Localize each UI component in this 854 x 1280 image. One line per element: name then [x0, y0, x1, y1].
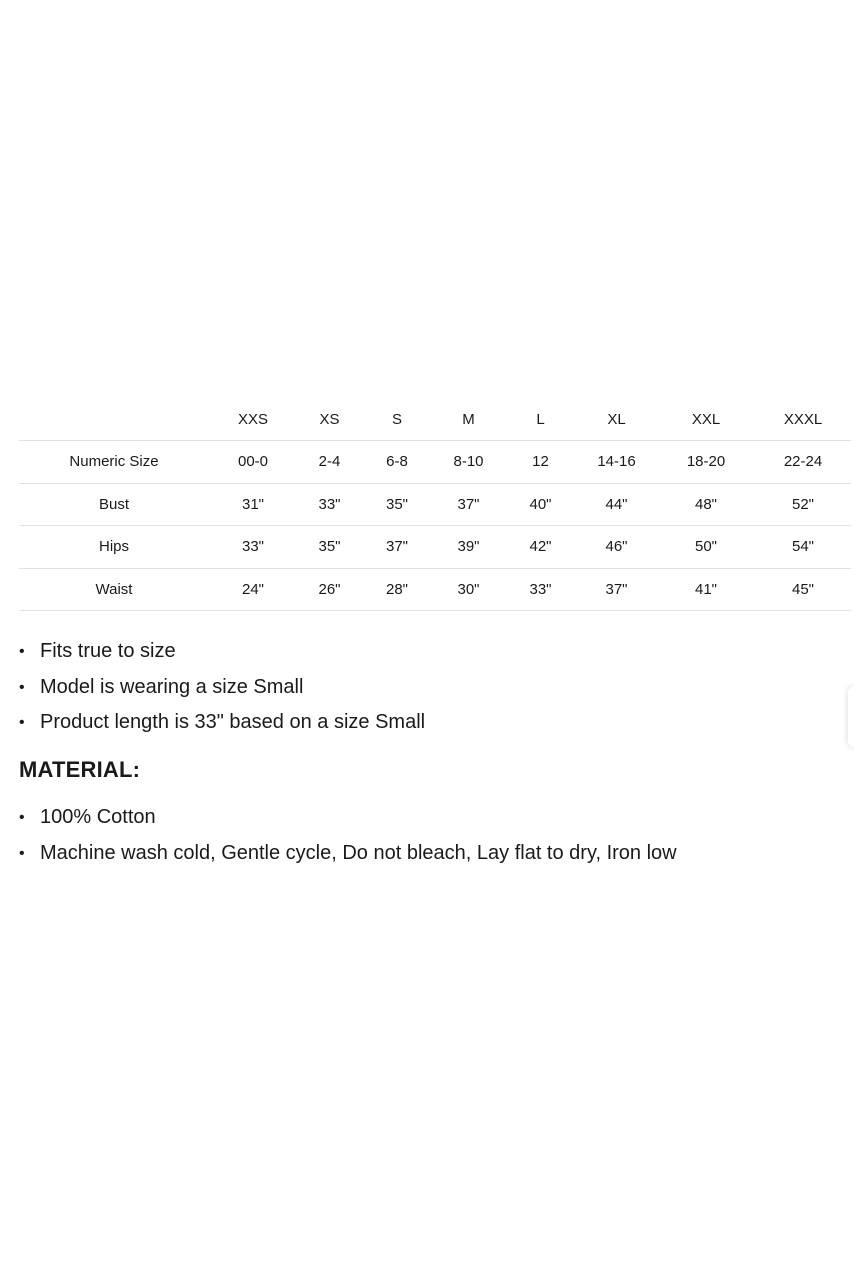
- header-size-xl: XL: [576, 399, 657, 441]
- table-cell: 22-24: [755, 441, 851, 484]
- header-size-xs: XS: [297, 399, 362, 441]
- table-cell: 18-20: [657, 441, 755, 484]
- table-cell: 26": [297, 568, 362, 611]
- table-cell: 2-4: [297, 441, 362, 484]
- header-size-m: M: [432, 399, 505, 441]
- list-item: [19, 836, 677, 872]
- table-cell: 54": [755, 526, 851, 569]
- bullet-icon: •: [19, 714, 25, 731]
- header-size-s: S: [362, 399, 432, 441]
- size-chart-header-row: [19, 399, 851, 441]
- fit-note-text: Model is wearing a size Small: [40, 675, 304, 698]
- material-list: [19, 800, 677, 871]
- table-cell: 31": [209, 483, 297, 526]
- care-instructions-text: Machine wash cold, Gentle cycle, Do not bleach, Lay flat to dry, Iron low: [40, 841, 677, 864]
- list-item: [19, 800, 677, 836]
- table-cell: 6-8: [362, 441, 432, 484]
- list-item: [19, 634, 425, 670]
- size-chart-table: [19, 399, 851, 611]
- table-cell: 41": [657, 568, 755, 611]
- table-cell: 48": [657, 483, 755, 526]
- table-cell: 42": [505, 526, 576, 569]
- table-cell: 28": [362, 568, 432, 611]
- header-size-xxs: XXS: [209, 399, 297, 441]
- table-cell: 33": [297, 483, 362, 526]
- table-cell: 30": [432, 568, 505, 611]
- bullet-icon: •: [19, 809, 25, 826]
- table-cell: 12: [505, 441, 576, 484]
- row-label: Numeric Size: [19, 441, 209, 484]
- table-cell: 14-16: [576, 441, 657, 484]
- row-label: Waist: [19, 568, 209, 611]
- side-tab-edge[interactable]: [848, 686, 854, 748]
- bullet-icon: •: [19, 643, 25, 660]
- row-label: Bust: [19, 483, 209, 526]
- table-cell: 8-10: [432, 441, 505, 484]
- header-size-l: L: [505, 399, 576, 441]
- table-cell: 39": [432, 526, 505, 569]
- table-cell: 37": [576, 568, 657, 611]
- table-cell: 37": [432, 483, 505, 526]
- table-cell: 45": [755, 568, 851, 611]
- bullet-icon: •: [19, 678, 25, 696]
- header-empty-cell: [19, 399, 209, 441]
- table-cell: 33": [505, 568, 576, 611]
- fit-note-text: Fits true to size: [40, 640, 176, 662]
- list-item: [19, 705, 425, 741]
- table-cell: 52": [755, 483, 851, 526]
- fit-notes-list: [19, 634, 425, 741]
- table-row-waist: [19, 568, 851, 611]
- bullet-icon: •: [19, 844, 25, 862]
- fit-note-text: Product length is 33" based on a size Small: [40, 711, 426, 733]
- table-cell: 37": [362, 526, 432, 569]
- material-heading: MATERIAL:: [19, 757, 141, 782]
- table-row-hips: [19, 526, 851, 569]
- table-cell: 00-0: [209, 441, 297, 484]
- table-row-numeric-size: [19, 441, 851, 484]
- header-size-xxxl: XXXL: [755, 399, 851, 441]
- table-cell: 35": [297, 526, 362, 569]
- header-size-xxl: XXL: [657, 399, 755, 441]
- table-cell: 50": [657, 526, 755, 569]
- table-cell: 44": [576, 483, 657, 526]
- table-cell: 35": [362, 483, 432, 526]
- table-cell: 24": [209, 568, 297, 611]
- row-label: Hips: [19, 526, 209, 569]
- table-cell: 40": [505, 483, 576, 526]
- table-cell: 46": [576, 526, 657, 569]
- table-cell: 33": [209, 526, 297, 569]
- table-row-bust: [19, 483, 851, 526]
- list-item: [19, 670, 425, 706]
- material-item-text: 100% Cotton: [40, 806, 156, 828]
